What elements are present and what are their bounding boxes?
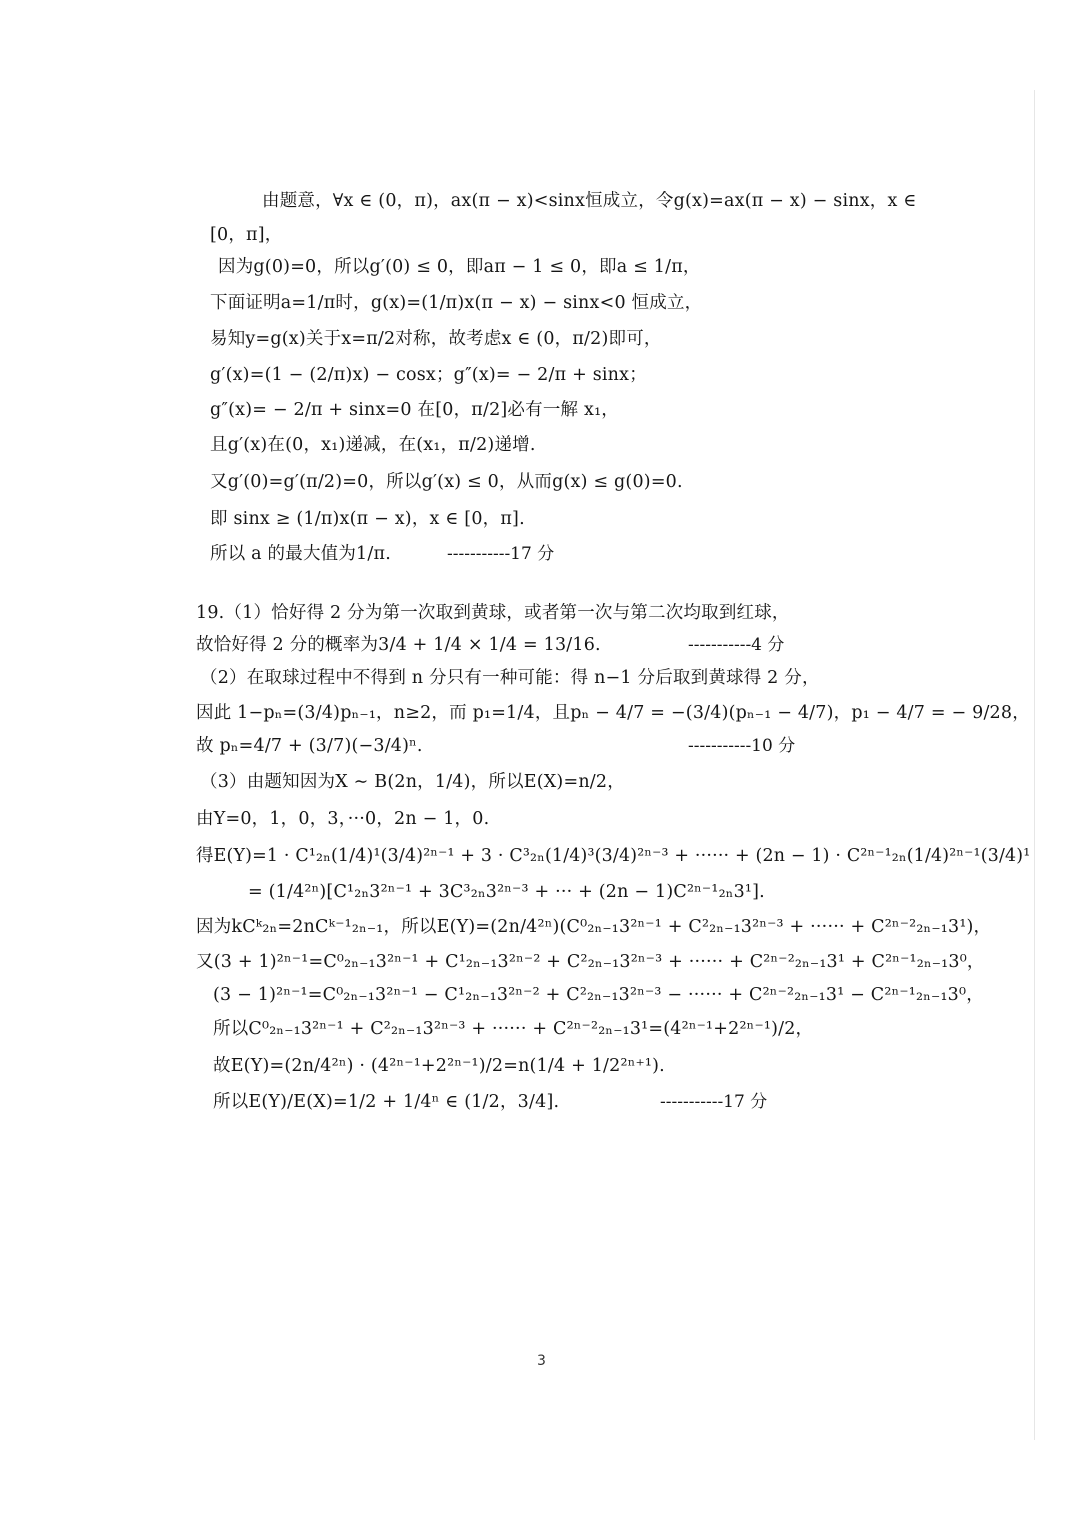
s19-p3-line-4: = (1/4²ⁿ)[C¹₂ₙ3²ⁿ⁻¹ + 3C³₂ₙ3²ⁿ⁻³ + ··· + (2n − 1)C²ⁿ⁻¹₂ₙ3¹]. — [248, 882, 765, 902]
s19-p2-score: -----------10 分 — [688, 736, 796, 756]
s19-p3-line-10: 所以E(Y)/E(X)=1/2 + 1/4ⁿ ∈ (1/2，3/4]. — [213, 1092, 560, 1112]
s19-p3-line-7: (3 − 1)²ⁿ⁻¹=C⁰₂ₙ₋₁3²ⁿ⁻¹ − C¹₂ₙ₋₁3²ⁿ⁻² + C²₂ₙ₋₁3²ⁿ⁻³ − ······ + C²ⁿ⁻²₂ₙ₋₁3¹ − C²ⁿ⁻¹₂ₙ₋₁3⁰， — [213, 985, 984, 1005]
s19-p1-line-2: 故恰好得 2 分的概率为3/4 + 1/4 × 1/4 = 13/16. — [196, 635, 601, 655]
s18-line-2: [0，π]， — [210, 225, 283, 245]
s19-p1-score: -----------4 分 — [688, 635, 785, 655]
s19-p3-line-2: 由Y=0，1，0，3，···0，2n − 1，0. — [196, 809, 490, 829]
s18-line-4: 下面证明a=1/π时，g(x)=(1/π)x(π − x) − sinx<0 恒成立， — [210, 293, 703, 313]
s19-p3-line-1: （3）由题知因为X ∼ B(2n，1/4)，所以E(X)=n/2， — [200, 772, 625, 792]
s19-p1-line-1: 19.（1）恰好得 2 分为第一次取到黄球，或者第一次与第二次均取到红球， — [196, 603, 790, 623]
s18-line-11: 所以 a 的最大值为1/π. — [210, 544, 391, 564]
page-number: 3 — [537, 1353, 546, 1369]
s18-line-10: 即 sinx ≥ (1/π)x(π − x)，x ∈ [0，π]. — [210, 509, 525, 529]
s18-line-8: 且g′(x)在(0，x₁)递减，在(x₁，π/2)递增. — [210, 435, 536, 455]
s19-p3-line-8: 所以C⁰₂ₙ₋₁3²ⁿ⁻¹ + C²₂ₙ₋₁3²ⁿ⁻³ + ······ + C²ⁿ⁻²₂ₙ₋₁3¹=(4²ⁿ⁻¹+2²ⁿ⁻¹)/2， — [213, 1019, 814, 1039]
s19-p3-line-9: 故E(Y)=(2n/4²ⁿ) · (4²ⁿ⁻¹+2²ⁿ⁻¹)/2=n(1/4 + 1/2²ⁿ⁺¹). — [213, 1056, 665, 1076]
s19-p3-score: -----------17 分 — [660, 1092, 768, 1112]
s19-p3-line-3: 得E(Y)=1 · C¹₂ₙ(1/4)¹(3/4)²ⁿ⁻¹ + 3 · C³₂ₙ(1/4)³(3/4)²ⁿ⁻³ + ······ + (2n − 1) · C²ⁿ⁻¹₂ₙ(1/4)²ⁿ⁻¹(3/4)¹ — [196, 846, 1031, 866]
s18-line-9: 又g′(0)=g′(π/2)=0，所以g′(x) ≤ 0，从而g(x) ≤ g(0)=0. — [210, 472, 683, 492]
s19-p2-line-1: （2）在取球过程中不得到 n 分只有一种可能：得 n−1 分后取到黄球得 2 分， — [200, 668, 820, 688]
s19-p2-line-3: 故 pₙ=4/7 + (3/7)(−3/4)ⁿ. — [196, 736, 423, 756]
s18-line-3: 因为g(0)=0，所以g′(0) ≤ 0，即aπ − 1 ≤ 0，即a ≤ 1/π， — [218, 257, 701, 277]
s18-score: -----------17 分 — [447, 544, 555, 564]
s19-p2-line-2: 因此 1−pₙ=(3/4)pₙ₋₁，n≥2，而 p₁=1/4，且pₙ − 4/7 = −(3/4)(pₙ₋₁ − 4/7)，p₁ − 4/7 = − 9/28， — [196, 703, 1030, 723]
s18-line-6: g′(x)=(1 − (2/π)x) − cosx；g″(x)= − 2/π + sinx； — [210, 365, 647, 385]
s18-line-5: 易知y=g(x)关于x=π/2对称，故考虑x ∈ (0，π/2)即可， — [210, 329, 662, 349]
page-edge-line — [1034, 90, 1035, 1440]
s19-p3-line-5: 因为kCᵏ₂ₙ=2nCᵏ⁻¹₂ₙ₋₁，所以E(Y)=(2n/4²ⁿ)(C⁰₂ₙ₋₁3²ⁿ⁻¹ + C²₂ₙ₋₁3²ⁿ⁻³ + ······ + C²ⁿ⁻²₂ₙ₋₁3¹)， — [196, 917, 992, 937]
s19-p3-line-6: 又(3 + 1)²ⁿ⁻¹=C⁰₂ₙ₋₁3²ⁿ⁻¹ + C¹₂ₙ₋₁3²ⁿ⁻² + C²₂ₙ₋₁3²ⁿ⁻³ + ······ + C²ⁿ⁻²₂ₙ₋₁3¹ + C²ⁿ⁻¹₂ₙ₋₁3⁰， — [196, 952, 985, 972]
s18-line-1: 由题意，∀x ∈ (0，π)，ax(π − x)<sinx恒成立，令g(x)=ax(π − x) − sinx，x ∈ — [262, 191, 917, 211]
s18-line-7: g″(x)= − 2/π + sinx=0 在[0，π/2]必有一解 x₁， — [210, 400, 619, 420]
